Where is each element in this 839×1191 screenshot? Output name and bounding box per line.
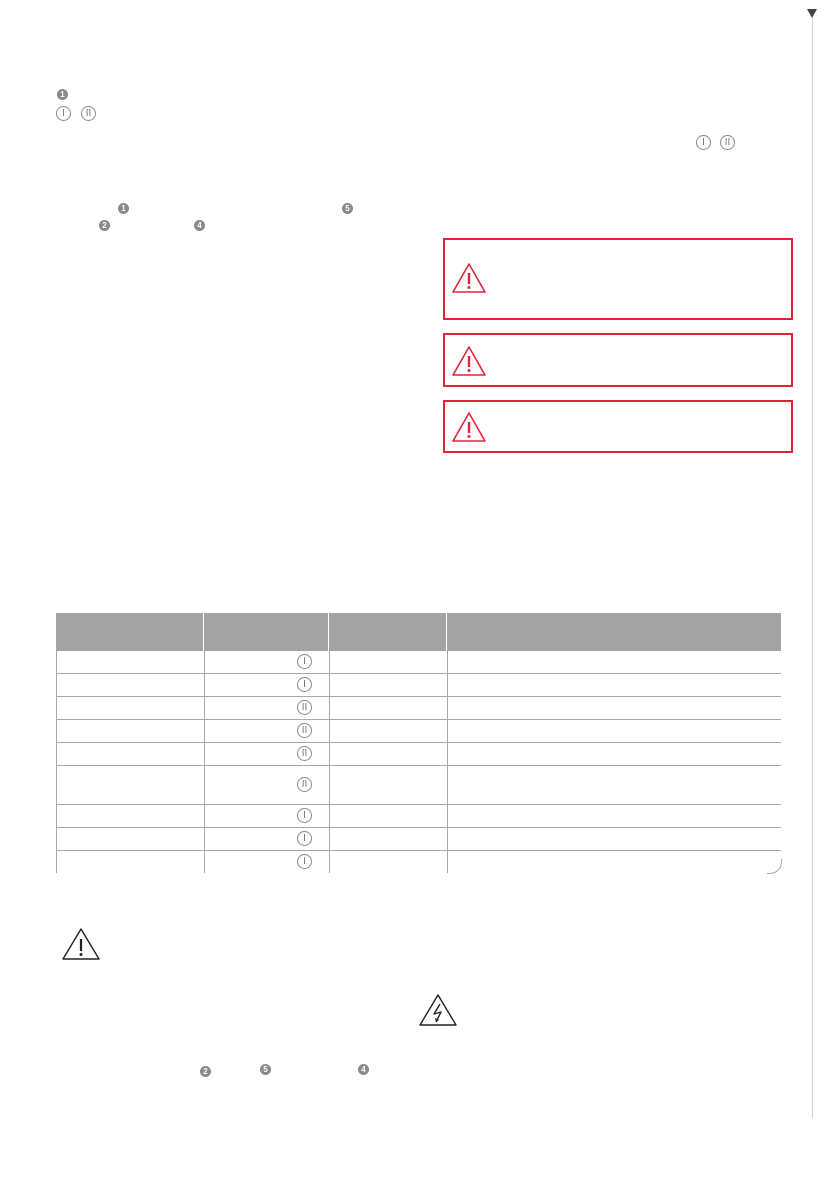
number-2-icon: 2 [200,1066,211,1077]
number-5-icon: 5 [260,1064,271,1075]
table-row [57,743,781,766]
warning-box [443,238,793,320]
warning-box [443,400,793,453]
number-2-icon: 2 [99,220,110,231]
class-ii-icon: II [81,106,96,121]
electric-shock-icon [418,993,458,1027]
cut-mark-line [812,18,813,1118]
table-row [57,805,781,828]
table-row [57,766,781,805]
table-row [57,674,781,697]
cut-mark-arrow [807,9,817,18]
class-ii-icon: II [297,746,312,761]
class-i-icon: I [297,808,312,823]
number-1-icon: 1 [118,203,129,214]
table-body [56,651,781,873]
table-row [57,851,781,873]
class-i-icon: I [696,135,711,150]
class-i-icon: I [297,654,312,669]
number-4-icon: 4 [194,220,205,231]
warning-triangle-icon [451,411,487,443]
class-ii-icon: II [297,700,312,715]
table-header [56,613,781,651]
warning-triangle-icon [451,345,487,377]
appliance-class-table [56,613,781,873]
number-5-icon: 5 [342,203,353,214]
table-row [57,720,781,743]
caution-triangle-icon [61,927,101,961]
table-row [57,697,781,720]
number-4-icon: 4 [358,1064,369,1075]
class-i-icon: I [297,854,312,869]
class-ii-icon: II [720,135,735,150]
table-row [57,828,781,851]
class-i-icon: I [56,106,71,121]
class-i-icon: I [297,831,312,846]
number-1-icon: 1 [57,89,68,100]
warning-box [443,333,793,387]
class-i-icon: I [297,677,312,692]
class-ii-icon: II [297,777,312,792]
warning-triangle-icon [451,262,487,294]
table-row [57,651,781,674]
class-ii-icon: II [297,723,312,738]
